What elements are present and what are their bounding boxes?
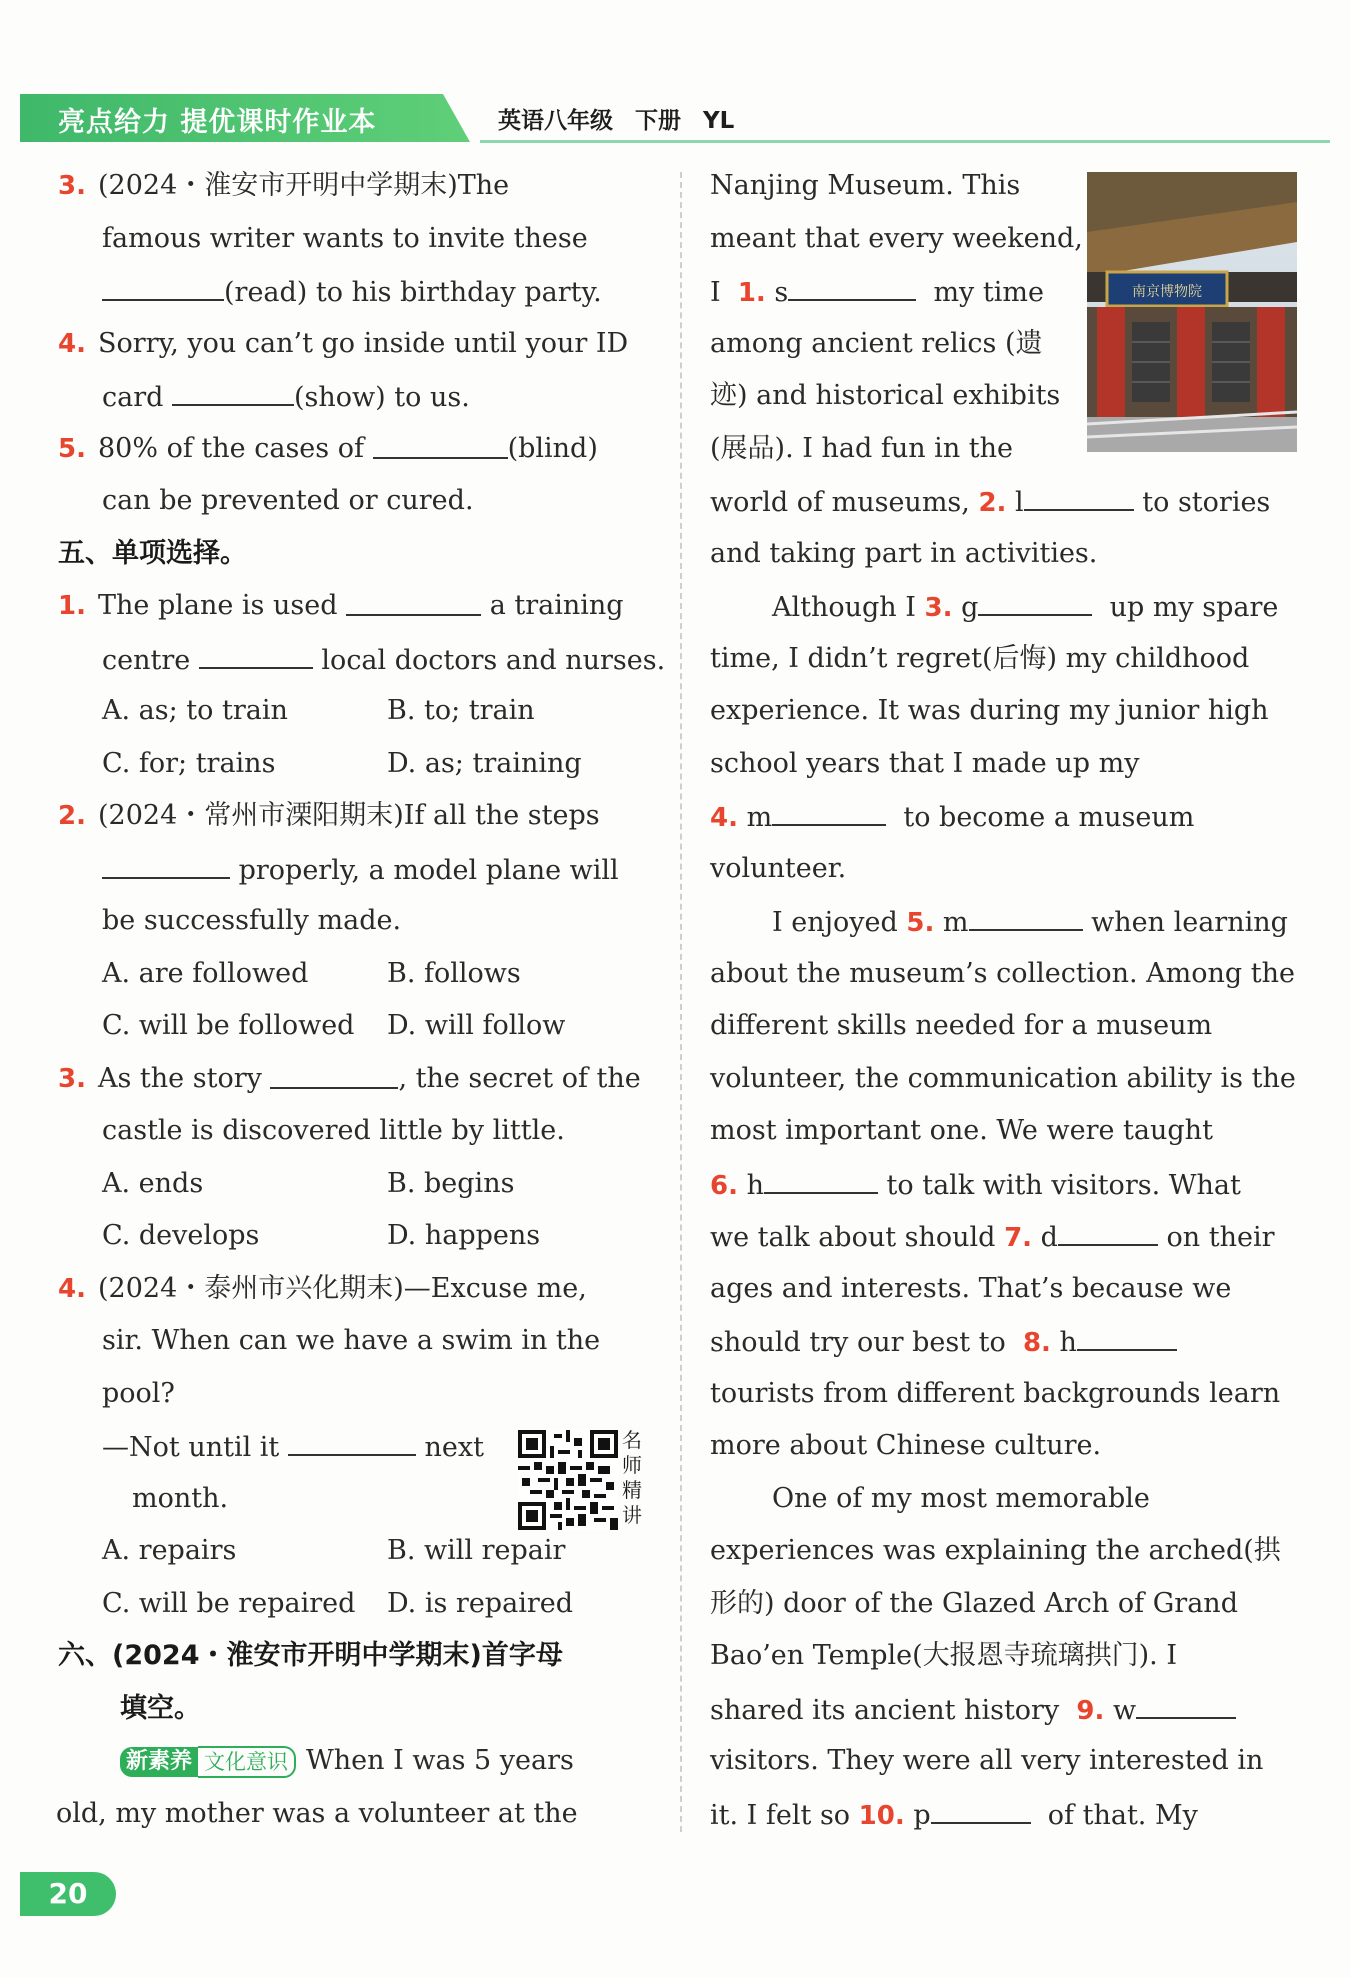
mc-question-1 xyxy=(58,580,650,633)
passage-line: school years that I made up my xyxy=(710,747,1140,779)
question-text: card xyxy=(102,382,164,413)
answer-blank[interactable] xyxy=(1024,475,1134,511)
left-column xyxy=(56,160,666,1840)
option-a[interactable]: A. as; to train xyxy=(102,695,288,726)
passage-line xyxy=(710,1158,1298,1211)
option-b[interactable]: B. begins xyxy=(387,1167,515,1199)
right-column xyxy=(710,160,1298,1840)
passage-text: to talk with visitors. What xyxy=(886,1169,1241,1201)
answer-blank[interactable] xyxy=(969,895,1083,931)
options-row xyxy=(58,1000,650,1053)
answer-blank[interactable] xyxy=(931,1788,1031,1824)
literacy-tag-sub: 文化意识 xyxy=(198,1746,296,1778)
passage-line: experience. It was during my junior high xyxy=(710,695,1269,726)
passage-text: up my spare xyxy=(1109,592,1279,623)
passage-line: and taking part in activities. xyxy=(710,537,1098,569)
option-c[interactable]: C. will be repaired xyxy=(102,1587,356,1619)
mc-question-4 xyxy=(58,1263,650,1316)
passage-text: I enjoyed xyxy=(772,907,898,938)
passage-line xyxy=(710,1683,1298,1736)
blank-initial: h xyxy=(746,1169,764,1201)
question-text: (2024・淮安市开明中学期末)The xyxy=(98,170,510,201)
options-row xyxy=(58,738,650,791)
column-divider xyxy=(680,172,682,1832)
options-row xyxy=(58,948,650,1001)
book-info: 英语八年级 下册 YL xyxy=(498,108,735,134)
question-text-line: sir. When can we have a swim in the xyxy=(102,1325,601,1356)
blank-initial: g xyxy=(961,592,979,623)
answer-blank[interactable] xyxy=(1058,1210,1158,1246)
passage-line xyxy=(710,1315,1298,1368)
question-text: properly, a model plane will xyxy=(238,854,619,886)
passage-line: Bao’en Temple(大报恩寺琉璃拱门). I xyxy=(710,1640,1178,1671)
passage-text: to become a museum xyxy=(903,802,1195,833)
answer-blank[interactable] xyxy=(270,1053,398,1089)
passage-line xyxy=(710,895,1298,948)
blank-initial: d xyxy=(1040,1222,1058,1253)
passage-line: One of my most memorable xyxy=(772,1482,1150,1514)
answer-blank[interactable] xyxy=(102,265,224,301)
answer-blank[interactable] xyxy=(764,1158,878,1194)
question-text: , the secret of the xyxy=(398,1062,641,1094)
page-header xyxy=(20,94,1310,142)
option-c[interactable]: C. develops xyxy=(102,1220,260,1251)
option-a[interactable]: A. repairs xyxy=(102,1535,237,1566)
question-text-line xyxy=(58,265,650,318)
question-number: 1. xyxy=(58,591,86,621)
question-text: next xyxy=(424,1432,484,1463)
passage-line: among ancient relics (遗 xyxy=(710,327,1043,359)
option-c[interactable]: C. for; trains xyxy=(102,747,276,779)
option-a[interactable]: A. are followed xyxy=(102,957,309,989)
passage-line: volunteer. xyxy=(710,852,847,884)
passage-line: more about Chinese culture. xyxy=(710,1430,1102,1461)
options-row xyxy=(58,1210,650,1263)
blank-number: 5. xyxy=(906,908,935,938)
option-d[interactable]: D. as; training xyxy=(387,747,582,779)
blank-initial: p xyxy=(913,1799,931,1831)
passage-line: (展品). I had fun in the xyxy=(710,432,1014,464)
question-text: a training xyxy=(489,590,624,621)
question-number: 3. xyxy=(58,1063,86,1094)
blank-number: 7. xyxy=(1004,1223,1033,1253)
passage-line: meant that every weekend, xyxy=(710,222,1083,254)
answer-blank[interactable] xyxy=(788,265,916,301)
question-text-line: famous writer wants to invite these xyxy=(102,222,588,254)
question-text: —Not until it xyxy=(102,1432,280,1463)
blank-number: 8. xyxy=(1022,1328,1051,1358)
passage-line xyxy=(710,790,1298,843)
passage-text: world of museums, xyxy=(710,487,970,518)
question-text: (show) to us. xyxy=(294,382,470,413)
answer-blank[interactable] xyxy=(346,580,481,616)
option-c[interactable]: C. will be followed xyxy=(102,1010,355,1041)
question-3 xyxy=(58,160,650,213)
passage-line xyxy=(710,580,1298,633)
qr-label: 名师精讲 xyxy=(622,1428,642,1527)
blank-number: 2. xyxy=(978,488,1007,518)
museum-sign: 南京博物院 xyxy=(1132,284,1202,300)
brand-title: 亮点给力 提优课时作业本 xyxy=(58,107,377,138)
option-d[interactable]: D. happens xyxy=(387,1220,541,1251)
mc-question-3 xyxy=(58,1053,650,1106)
question-5 xyxy=(58,423,650,476)
passage-text: of that. My xyxy=(1047,1799,1198,1831)
answer-blank[interactable] xyxy=(1077,1315,1177,1351)
passage-line xyxy=(58,1735,650,1788)
passage-line: visitors. They were all very interested in xyxy=(710,1745,1264,1776)
question-text-line xyxy=(58,370,650,423)
option-b[interactable]: B. to; train xyxy=(387,695,535,726)
answer-blank[interactable] xyxy=(199,633,313,669)
qr-code-icon[interactable] xyxy=(518,1430,618,1530)
question-text: (2024・泰州市兴化期末)—Excuse me, xyxy=(98,1272,587,1304)
literacy-tag: 新素养 xyxy=(120,1747,198,1777)
passage-text: on their xyxy=(1166,1222,1275,1253)
question-text-line: month. xyxy=(132,1482,229,1514)
blank-initial: l xyxy=(1015,487,1024,518)
passage-line xyxy=(710,265,1298,318)
question-text-line: be successfully made. xyxy=(102,905,402,936)
blank-number: 9. xyxy=(1076,1695,1105,1726)
section-heading: 五、单项选择。 xyxy=(58,537,247,569)
passage-text: to stories xyxy=(1142,487,1271,518)
section-heading-cont: 填空。 xyxy=(120,1692,201,1724)
option-d[interactable]: D. is repaired xyxy=(387,1587,573,1619)
question-text: (2024・常州市溧阳期末)If all the steps xyxy=(98,800,600,831)
question-number: 4. xyxy=(58,328,86,359)
question-text-line: castle is discovered little by little. xyxy=(102,1115,565,1146)
option-b[interactable]: B. follows xyxy=(387,957,521,989)
passage-line: volunteer, the communication ability is the xyxy=(710,1062,1296,1094)
passage-line: different skills needed for a museum xyxy=(710,1010,1213,1041)
option-d[interactable]: D. will follow xyxy=(387,1010,566,1041)
answer-blank[interactable] xyxy=(1136,1683,1236,1719)
passage-line: about the museum’s collection. Among the xyxy=(710,957,1295,989)
answer-blank[interactable] xyxy=(288,1420,416,1456)
blank-number: 1. xyxy=(737,278,766,308)
question-number: 4. xyxy=(58,1273,86,1304)
question-text: local doctors and nurses. xyxy=(321,644,666,676)
blank-number: 3. xyxy=(924,593,953,623)
option-a[interactable]: A. ends xyxy=(102,1167,204,1199)
blank-initial: s xyxy=(774,277,789,308)
question-text: 80% of the cases of xyxy=(98,432,364,464)
options-row xyxy=(58,685,650,738)
passage-line: time, I didn’t regret(后悔) my childhood xyxy=(710,642,1250,674)
passage-text: it. I felt so xyxy=(710,1799,851,1831)
page-number: 20 xyxy=(20,1872,116,1916)
passage-line: 迹) and historical exhibits xyxy=(710,380,1061,411)
answer-blank[interactable] xyxy=(172,370,294,406)
passage-text: When I was 5 years xyxy=(306,1745,574,1776)
answer-blank[interactable] xyxy=(772,790,886,826)
passage-text: should try our best to xyxy=(710,1327,1006,1358)
passage-text: Although I xyxy=(772,592,916,623)
answer-blank[interactable] xyxy=(978,580,1092,616)
passage-line xyxy=(710,1210,1298,1263)
passage-text: shared its ancient history xyxy=(710,1694,1060,1726)
passage-line: experiences was explaining the arched(拱 xyxy=(710,1535,1281,1566)
blank-initial: m xyxy=(746,802,773,833)
question-4 xyxy=(58,318,650,371)
passage-text: I xyxy=(710,277,721,308)
blank-number: 6. xyxy=(710,1170,738,1201)
passage-text: we talk about should xyxy=(710,1222,996,1253)
passage-line: tourists from different backgrounds learn xyxy=(710,1377,1281,1409)
question-text: Sorry, you can’t go inside until your ID xyxy=(98,327,629,359)
passage-line: Nanjing Museum. This xyxy=(710,170,1021,201)
question-text-line xyxy=(58,633,666,686)
blank-initial: w xyxy=(1112,1694,1137,1726)
question-number: 3. xyxy=(58,171,86,201)
question-text: (read) to his birthday party. xyxy=(224,277,602,308)
passage-line: ages and interests. That’s because we xyxy=(710,1272,1232,1304)
options-row xyxy=(58,1578,650,1631)
question-text-line: can be prevented or cured. xyxy=(102,485,474,516)
blank-initial: h xyxy=(1059,1327,1077,1358)
passage-line xyxy=(710,1788,1298,1841)
passage-line xyxy=(710,475,1298,528)
question-number: 5. xyxy=(58,433,86,464)
options-row xyxy=(58,1525,650,1578)
passage-line: 形的) door of the Glazed Arch of Grand xyxy=(710,1587,1238,1619)
question-text: The plane is used xyxy=(98,590,338,621)
question-text: As the story xyxy=(98,1062,262,1094)
section-heading: 六、(2024・淮安市开明中学期末)首字母 xyxy=(58,1640,563,1671)
answer-blank[interactable] xyxy=(102,843,230,879)
question-text: centre xyxy=(102,644,191,676)
question-number: 2. xyxy=(58,801,86,831)
blank-number: 4. xyxy=(710,803,738,833)
blank-number: 10. xyxy=(858,1800,905,1831)
option-b[interactable]: B. will repair xyxy=(387,1535,566,1566)
blank-initial: m xyxy=(942,907,969,938)
answer-blank[interactable] xyxy=(373,423,508,459)
passage-text: my time xyxy=(933,277,1044,308)
question-text-line xyxy=(58,843,650,896)
question-text-line: pool? xyxy=(102,1377,175,1409)
passage-text: when learning xyxy=(1091,907,1288,938)
mc-question-2 xyxy=(58,790,650,843)
header-rule xyxy=(480,140,1330,143)
passage-line: old, my mother was a volunteer at the xyxy=(56,1797,578,1829)
question-text: (blind) xyxy=(507,432,598,464)
options-row xyxy=(58,1158,650,1211)
passage-line: most important one. We were taught xyxy=(710,1115,1213,1146)
